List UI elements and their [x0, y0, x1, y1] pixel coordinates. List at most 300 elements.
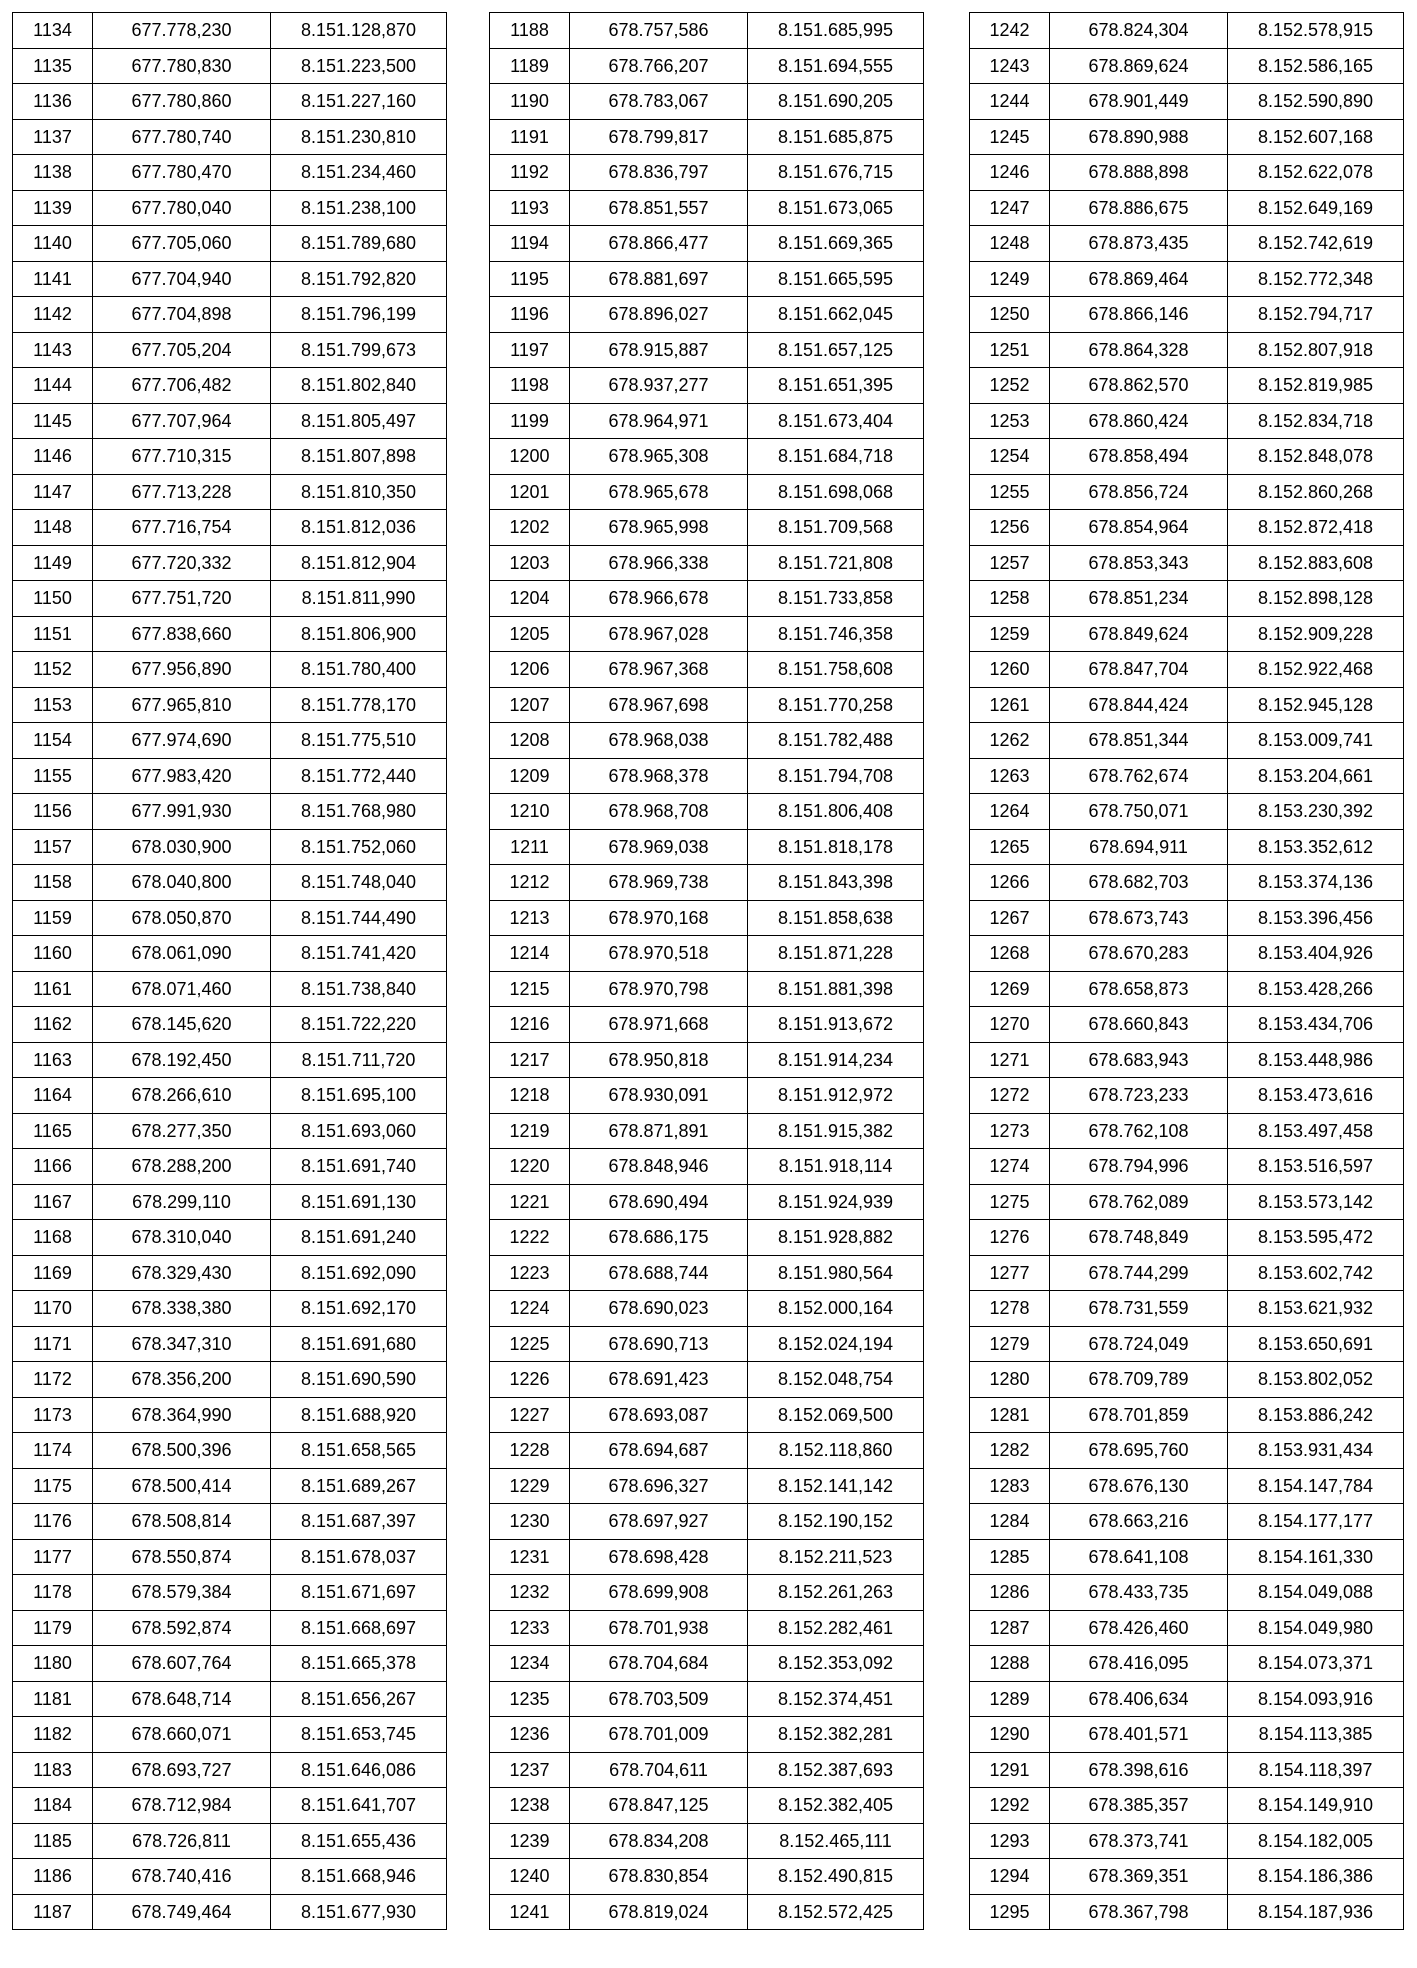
easting-cell: 678.697,927 — [570, 1504, 748, 1540]
easting-cell: 678.433,735 — [1050, 1575, 1228, 1611]
point-id-cell: 1217 — [490, 1042, 570, 1078]
easting-cell: 678.967,368 — [570, 652, 748, 688]
table-row — [13, 1326, 447, 1362]
table-row — [490, 865, 924, 901]
point-id-cell: 1203 — [490, 545, 570, 581]
point-id-cell: 1214 — [490, 936, 570, 972]
easting-cell: 678.762,674 — [1050, 758, 1228, 794]
northing-cell: 8.153.009,741 — [1228, 723, 1404, 759]
table-row — [490, 1184, 924, 1220]
northing-cell: 8.153.931,434 — [1228, 1433, 1404, 1469]
table-row — [970, 1149, 1404, 1185]
easting-cell: 678.694,687 — [570, 1433, 748, 1469]
northing-cell: 8.151.792,820 — [271, 261, 447, 297]
northing-cell: 8.151.915,382 — [748, 1113, 924, 1149]
northing-cell: 8.152.190,152 — [748, 1504, 924, 1540]
easting-cell: 678.968,038 — [570, 723, 748, 759]
table-row — [970, 900, 1404, 936]
northing-cell: 8.151.782,488 — [748, 723, 924, 759]
table-row — [970, 1859, 1404, 1895]
easting-cell: 678.310,040 — [93, 1220, 271, 1256]
easting-cell: 678.695,760 — [1050, 1433, 1228, 1469]
northing-cell: 8.151.698,068 — [748, 474, 924, 510]
easting-cell: 678.830,854 — [570, 1859, 748, 1895]
table-row — [970, 581, 1404, 617]
northing-cell: 8.153.602,742 — [1228, 1255, 1404, 1291]
point-id-cell: 1244 — [970, 84, 1050, 120]
easting-cell: 678.873,435 — [1050, 226, 1228, 262]
table-row — [13, 1184, 447, 1220]
point-id-cell: 1174 — [13, 1433, 93, 1469]
point-id-cell: 1275 — [970, 1184, 1050, 1220]
northing-cell: 8.151.691,240 — [271, 1220, 447, 1256]
northing-cell: 8.151.796,199 — [271, 297, 447, 333]
northing-cell: 8.151.980,564 — [748, 1255, 924, 1291]
table-row — [970, 1433, 1404, 1469]
easting-cell: 678.648,714 — [93, 1681, 271, 1717]
northing-cell: 8.151.768,980 — [271, 794, 447, 830]
northing-cell: 8.151.690,205 — [748, 84, 924, 120]
northing-cell: 8.151.843,398 — [748, 865, 924, 901]
point-id-cell: 1167 — [13, 1184, 93, 1220]
northing-cell: 8.151.858,638 — [748, 900, 924, 936]
point-id-cell: 1136 — [13, 84, 93, 120]
easting-cell: 678.967,028 — [570, 616, 748, 652]
table-row — [13, 971, 447, 1007]
point-id-cell: 1241 — [490, 1894, 570, 1930]
table-row — [13, 1397, 447, 1433]
easting-cell: 677.704,898 — [93, 297, 271, 333]
northing-cell: 8.152.578,915 — [1228, 13, 1404, 49]
table-row — [490, 155, 924, 191]
table-row — [13, 510, 447, 546]
point-id-cell: 1165 — [13, 1113, 93, 1149]
northing-cell: 8.153.595,472 — [1228, 1220, 1404, 1256]
northing-cell: 8.152.048,754 — [748, 1362, 924, 1398]
easting-cell: 677.780,860 — [93, 84, 271, 120]
table-row — [970, 758, 1404, 794]
northing-cell: 8.151.689,267 — [271, 1468, 447, 1504]
easting-cell: 678.426,460 — [1050, 1610, 1228, 1646]
point-id-cell: 1226 — [490, 1362, 570, 1398]
table-row — [970, 226, 1404, 262]
point-id-cell: 1216 — [490, 1007, 570, 1043]
point-id-cell: 1292 — [970, 1788, 1050, 1824]
northing-cell: 8.153.497,458 — [1228, 1113, 1404, 1149]
point-id-cell: 1270 — [970, 1007, 1050, 1043]
northing-cell: 8.153.396,456 — [1228, 900, 1404, 936]
table-row — [490, 1646, 924, 1682]
northing-cell: 8.151.810,350 — [271, 474, 447, 510]
easting-cell: 677.780,040 — [93, 190, 271, 226]
easting-cell: 678.731,559 — [1050, 1291, 1228, 1327]
easting-cell: 678.847,125 — [570, 1788, 748, 1824]
point-id-cell: 1290 — [970, 1717, 1050, 1753]
point-id-cell: 1293 — [970, 1823, 1050, 1859]
point-id-cell: 1289 — [970, 1681, 1050, 1717]
easting-cell: 678.347,310 — [93, 1326, 271, 1362]
northing-cell: 8.151.671,697 — [271, 1575, 447, 1611]
point-id-cell: 1279 — [970, 1326, 1050, 1362]
point-id-cell: 1265 — [970, 829, 1050, 865]
northing-cell: 8.154.177,177 — [1228, 1504, 1404, 1540]
table-row — [490, 48, 924, 84]
northing-cell: 8.151.812,904 — [271, 545, 447, 581]
table-row — [13, 1504, 447, 1540]
point-id-cell: 1197 — [490, 332, 570, 368]
table-row — [13, 1362, 447, 1398]
table-row — [13, 1220, 447, 1256]
easting-cell: 678.688,744 — [570, 1255, 748, 1291]
easting-cell: 678.673,743 — [1050, 900, 1228, 936]
northing-cell: 8.151.802,840 — [271, 368, 447, 404]
northing-cell: 8.151.741,420 — [271, 936, 447, 972]
table-row — [13, 297, 447, 333]
table-row — [970, 829, 1404, 865]
point-id-cell: 1135 — [13, 48, 93, 84]
point-id-cell: 1198 — [490, 368, 570, 404]
table-row — [970, 545, 1404, 581]
northing-cell: 8.152.465,111 — [748, 1823, 924, 1859]
easting-cell: 678.406,634 — [1050, 1681, 1228, 1717]
table-row — [970, 155, 1404, 191]
point-id-cell: 1276 — [970, 1220, 1050, 1256]
point-id-cell: 1196 — [490, 297, 570, 333]
point-id-cell: 1247 — [970, 190, 1050, 226]
point-id-cell: 1160 — [13, 936, 93, 972]
northing-cell: 8.154.147,784 — [1228, 1468, 1404, 1504]
table-row — [490, 261, 924, 297]
easting-cell: 678.364,990 — [93, 1397, 271, 1433]
easting-cell: 678.750,071 — [1050, 794, 1228, 830]
northing-cell: 8.152.898,128 — [1228, 581, 1404, 617]
table-row — [970, 971, 1404, 1007]
easting-cell: 678.508,814 — [93, 1504, 271, 1540]
northing-cell: 8.151.668,946 — [271, 1859, 447, 1895]
table-row — [490, 119, 924, 155]
easting-cell: 678.964,971 — [570, 403, 748, 439]
point-id-cell: 1224 — [490, 1291, 570, 1327]
easting-cell: 678.881,697 — [570, 261, 748, 297]
northing-cell: 8.151.775,510 — [271, 723, 447, 759]
table-row — [490, 1504, 924, 1540]
point-id-cell: 1235 — [490, 1681, 570, 1717]
point-id-cell: 1207 — [490, 687, 570, 723]
table-row — [490, 616, 924, 652]
table-row — [970, 1291, 1404, 1327]
easting-cell: 678.970,518 — [570, 936, 748, 972]
point-id-cell: 1233 — [490, 1610, 570, 1646]
table-row — [13, 1681, 447, 1717]
northing-cell: 8.154.118,397 — [1228, 1752, 1404, 1788]
table-row — [970, 1362, 1404, 1398]
easting-cell: 678.757,586 — [570, 13, 748, 49]
table-row — [490, 1007, 924, 1043]
northing-cell: 8.151.658,565 — [271, 1433, 447, 1469]
northing-cell: 8.153.650,691 — [1228, 1326, 1404, 1362]
easting-cell: 677.705,060 — [93, 226, 271, 262]
northing-cell: 8.152.860,268 — [1228, 474, 1404, 510]
point-id-cell: 1150 — [13, 581, 93, 617]
northing-cell: 8.152.353,092 — [748, 1646, 924, 1682]
table-row — [970, 297, 1404, 333]
northing-cell: 8.152.772,348 — [1228, 261, 1404, 297]
point-id-cell: 1176 — [13, 1504, 93, 1540]
easting-cell: 678.834,208 — [570, 1823, 748, 1859]
northing-cell: 8.151.694,555 — [748, 48, 924, 84]
point-id-cell: 1185 — [13, 1823, 93, 1859]
easting-cell: 678.676,130 — [1050, 1468, 1228, 1504]
table-row — [13, 1894, 447, 1930]
table-row — [13, 1433, 447, 1469]
table-row — [13, 652, 447, 688]
table-row — [13, 439, 447, 475]
table-row — [490, 1397, 924, 1433]
table-row — [13, 1007, 447, 1043]
easting-cell: 677.983,420 — [93, 758, 271, 794]
northing-cell: 8.154.182,005 — [1228, 1823, 1404, 1859]
easting-cell: 678.744,299 — [1050, 1255, 1228, 1291]
easting-cell: 678.704,611 — [570, 1752, 748, 1788]
northing-cell: 8.151.692,090 — [271, 1255, 447, 1291]
northing-cell: 8.152.909,228 — [1228, 616, 1404, 652]
northing-cell: 8.151.230,810 — [271, 119, 447, 155]
point-id-cell: 1187 — [13, 1894, 93, 1930]
northing-cell: 8.151.748,040 — [271, 865, 447, 901]
easting-cell: 678.851,557 — [570, 190, 748, 226]
easting-cell: 678.862,570 — [1050, 368, 1228, 404]
point-id-cell: 1169 — [13, 1255, 93, 1291]
table-row — [13, 474, 447, 510]
table-row — [13, 936, 447, 972]
easting-cell: 678.851,234 — [1050, 581, 1228, 617]
point-id-cell: 1213 — [490, 900, 570, 936]
easting-cell: 678.701,009 — [570, 1717, 748, 1753]
easting-cell: 678.766,207 — [570, 48, 748, 84]
point-id-cell: 1188 — [490, 13, 570, 49]
northing-cell: 8.151.805,497 — [271, 403, 447, 439]
point-id-cell: 1162 — [13, 1007, 93, 1043]
easting-cell: 678.869,464 — [1050, 261, 1228, 297]
table-row — [970, 616, 1404, 652]
northing-cell: 8.152.649,169 — [1228, 190, 1404, 226]
point-id-cell: 1134 — [13, 13, 93, 49]
easting-cell: 678.703,509 — [570, 1681, 748, 1717]
point-id-cell: 1252 — [970, 368, 1050, 404]
table-row — [490, 1220, 924, 1256]
easting-cell: 678.696,327 — [570, 1468, 748, 1504]
point-id-cell: 1171 — [13, 1326, 93, 1362]
northing-cell: 8.151.657,125 — [748, 332, 924, 368]
northing-cell: 8.154.149,910 — [1228, 1788, 1404, 1824]
easting-cell: 677.704,940 — [93, 261, 271, 297]
table-row — [970, 687, 1404, 723]
northing-cell: 8.151.778,170 — [271, 687, 447, 723]
point-id-cell: 1178 — [13, 1575, 93, 1611]
point-id-cell: 1153 — [13, 687, 93, 723]
point-id-cell: 1283 — [970, 1468, 1050, 1504]
table-row — [490, 652, 924, 688]
table-row — [970, 1575, 1404, 1611]
easting-cell: 678.367,798 — [1050, 1894, 1228, 1930]
point-id-cell: 1284 — [970, 1504, 1050, 1540]
table-row — [970, 1113, 1404, 1149]
northing-cell: 8.151.238,100 — [271, 190, 447, 226]
table-row — [490, 1894, 924, 1930]
point-id-cell: 1137 — [13, 119, 93, 155]
northing-cell: 8.153.516,597 — [1228, 1149, 1404, 1185]
table-row — [970, 1220, 1404, 1256]
table-row — [970, 1717, 1404, 1753]
northing-cell: 8.151.806,900 — [271, 616, 447, 652]
point-id-cell: 1266 — [970, 865, 1050, 901]
easting-cell: 678.886,675 — [1050, 190, 1228, 226]
point-id-cell: 1219 — [490, 1113, 570, 1149]
point-id-cell: 1191 — [490, 119, 570, 155]
point-id-cell: 1215 — [490, 971, 570, 1007]
easting-cell: 678.693,727 — [93, 1752, 271, 1788]
point-id-cell: 1147 — [13, 474, 93, 510]
table-row — [490, 758, 924, 794]
table-row — [490, 1788, 924, 1824]
northing-cell: 8.152.945,128 — [1228, 687, 1404, 723]
easting-cell: 678.968,378 — [570, 758, 748, 794]
northing-cell: 8.151.871,228 — [748, 936, 924, 972]
table-row — [970, 1255, 1404, 1291]
point-id-cell: 1221 — [490, 1184, 570, 1220]
northing-cell: 8.151.812,036 — [271, 510, 447, 546]
table-row — [13, 1788, 447, 1824]
table-row — [13, 616, 447, 652]
point-id-cell: 1295 — [970, 1894, 1050, 1930]
table-row — [970, 1184, 1404, 1220]
point-id-cell: 1218 — [490, 1078, 570, 1114]
point-id-cell: 1262 — [970, 723, 1050, 759]
point-id-cell: 1291 — [970, 1752, 1050, 1788]
easting-cell: 678.819,024 — [570, 1894, 748, 1930]
easting-cell: 678.277,350 — [93, 1113, 271, 1149]
northing-cell: 8.153.434,706 — [1228, 1007, 1404, 1043]
easting-cell: 678.329,430 — [93, 1255, 271, 1291]
table-row — [13, 1539, 447, 1575]
point-id-cell: 1175 — [13, 1468, 93, 1504]
easting-cell: 678.686,175 — [570, 1220, 748, 1256]
point-id-cell: 1278 — [970, 1291, 1050, 1327]
northing-cell: 8.151.653,745 — [271, 1717, 447, 1753]
northing-cell: 8.151.770,258 — [748, 687, 924, 723]
easting-cell: 677.780,470 — [93, 155, 271, 191]
northing-cell: 8.152.848,078 — [1228, 439, 1404, 475]
point-id-cell: 1257 — [970, 545, 1050, 581]
easting-cell: 678.860,424 — [1050, 403, 1228, 439]
northing-cell: 8.151.746,358 — [748, 616, 924, 652]
easting-cell: 678.192,450 — [93, 1042, 271, 1078]
easting-cell: 678.500,396 — [93, 1433, 271, 1469]
northing-cell: 8.152.282,461 — [748, 1610, 924, 1646]
northing-cell: 8.152.261,263 — [748, 1575, 924, 1611]
northing-cell: 8.152.000,164 — [748, 1291, 924, 1327]
point-id-cell: 1143 — [13, 332, 93, 368]
easting-cell: 677.720,332 — [93, 545, 271, 581]
point-id-cell: 1180 — [13, 1646, 93, 1682]
easting-cell: 678.847,704 — [1050, 652, 1228, 688]
point-id-cell: 1245 — [970, 119, 1050, 155]
easting-cell: 677.751,720 — [93, 581, 271, 617]
table-row — [970, 1326, 1404, 1362]
point-id-cell: 1145 — [13, 403, 93, 439]
table-row — [490, 403, 924, 439]
table-row — [13, 1717, 447, 1753]
easting-cell: 677.838,660 — [93, 616, 271, 652]
northing-cell: 8.151.691,740 — [271, 1149, 447, 1185]
table-row — [970, 1539, 1404, 1575]
point-id-cell: 1155 — [13, 758, 93, 794]
point-id-cell: 1168 — [13, 1220, 93, 1256]
northing-cell: 8.153.886,242 — [1228, 1397, 1404, 1433]
easting-cell: 678.550,874 — [93, 1539, 271, 1575]
easting-cell: 678.858,494 — [1050, 439, 1228, 475]
table-row — [490, 474, 924, 510]
table-row — [490, 226, 924, 262]
coordinate-table-2 — [489, 12, 924, 1930]
easting-cell: 677.780,830 — [93, 48, 271, 84]
point-id-cell: 1281 — [970, 1397, 1050, 1433]
easting-cell: 678.694,911 — [1050, 829, 1228, 865]
point-id-cell: 1194 — [490, 226, 570, 262]
table-row — [970, 1397, 1404, 1433]
northing-cell: 8.153.404,926 — [1228, 936, 1404, 972]
easting-cell: 678.888,898 — [1050, 155, 1228, 191]
northing-cell: 8.151.656,267 — [271, 1681, 447, 1717]
point-id-cell: 1260 — [970, 652, 1050, 688]
table-row — [490, 1610, 924, 1646]
point-id-cell: 1163 — [13, 1042, 93, 1078]
easting-cell: 678.701,859 — [1050, 1397, 1228, 1433]
table-row — [970, 723, 1404, 759]
northing-cell: 8.151.881,398 — [748, 971, 924, 1007]
easting-cell: 678.866,477 — [570, 226, 748, 262]
easting-cell: 678.682,703 — [1050, 865, 1228, 901]
point-id-cell: 1237 — [490, 1752, 570, 1788]
easting-cell: 677.705,204 — [93, 332, 271, 368]
table-row — [13, 865, 447, 901]
table-row — [970, 1681, 1404, 1717]
northing-cell: 8.152.382,405 — [748, 1788, 924, 1824]
table-row — [970, 190, 1404, 226]
easting-cell: 677.778,230 — [93, 13, 271, 49]
point-id-cell: 1212 — [490, 865, 570, 901]
point-id-cell: 1220 — [490, 1149, 570, 1185]
northing-cell: 8.153.448,986 — [1228, 1042, 1404, 1078]
point-id-cell: 1139 — [13, 190, 93, 226]
table-row — [970, 1468, 1404, 1504]
northing-cell: 8.151.692,170 — [271, 1291, 447, 1327]
table-row — [13, 1646, 447, 1682]
easting-cell: 677.991,930 — [93, 794, 271, 830]
point-id-cell: 1228 — [490, 1433, 570, 1469]
point-id-cell: 1201 — [490, 474, 570, 510]
point-id-cell: 1234 — [490, 1646, 570, 1682]
northing-cell: 8.152.490,815 — [748, 1859, 924, 1895]
northing-cell: 8.152.374,451 — [748, 1681, 924, 1717]
point-id-cell: 1157 — [13, 829, 93, 865]
easting-cell: 678.869,624 — [1050, 48, 1228, 84]
northing-cell: 8.151.918,114 — [748, 1149, 924, 1185]
easting-cell: 678.965,998 — [570, 510, 748, 546]
easting-cell: 678.061,090 — [93, 936, 271, 972]
point-id-cell: 1151 — [13, 616, 93, 652]
easting-cell: 678.762,089 — [1050, 1184, 1228, 1220]
